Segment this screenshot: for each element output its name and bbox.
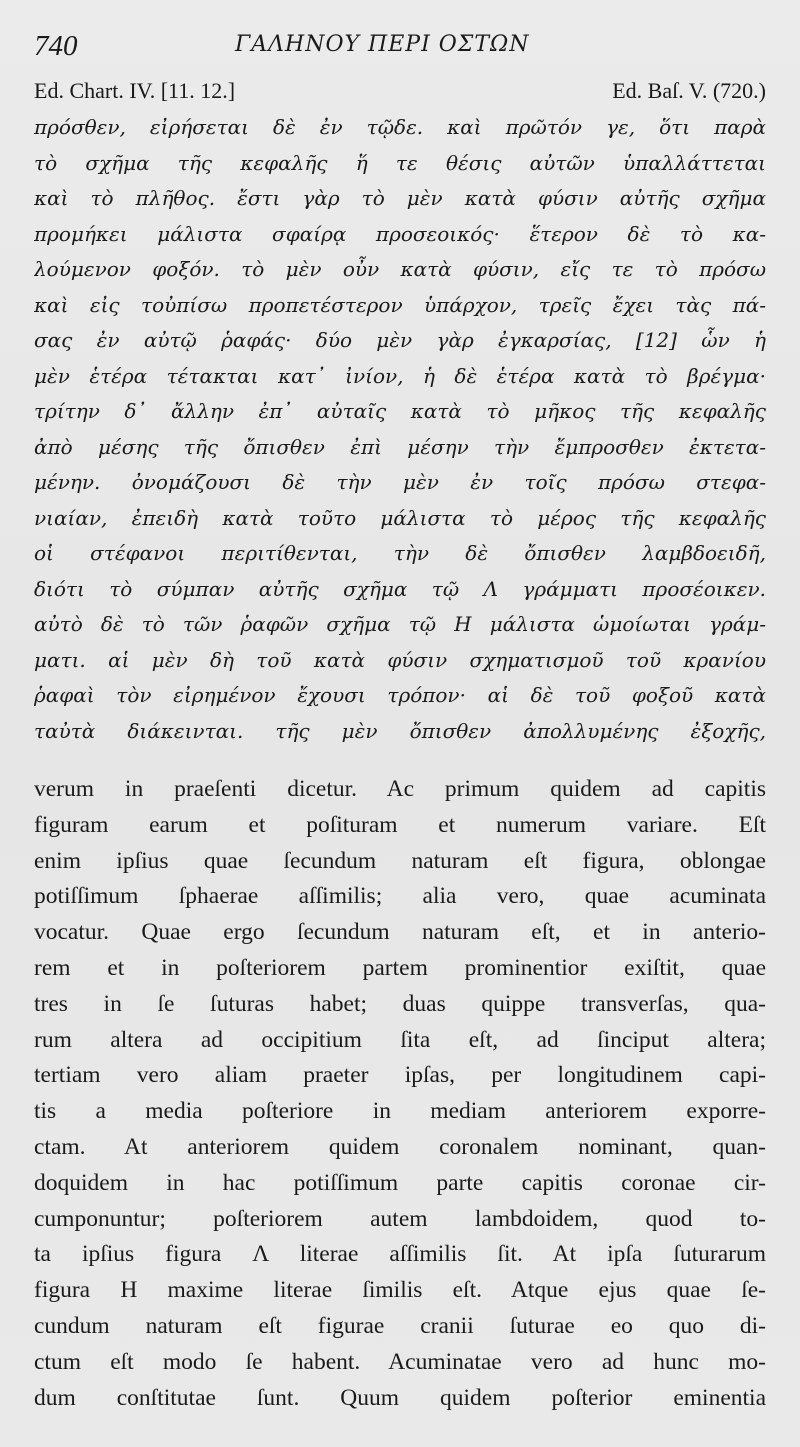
latin-text-block <box>34 772 766 1416</box>
greek-text-line: λούμενον φοξόν. τὸ μὲν οὖν κατὰ φύσιν, εἴς τε τὸ πρόσω <box>34 257 766 281</box>
page-header <box>30 28 770 64</box>
latin-text-line: ctam. At anteriorem quidem coronalem nominant, quan- <box>34 1133 766 1160</box>
latin-text-line: doquidem in hac potiſſimum parte capitis coronae cir- <box>34 1169 766 1196</box>
latin-text-line: cumponuntur; poſteriorem autem lambdoidem, quod to- <box>34 1205 766 1232</box>
latin-text-line: verum in praeſenti dicetur. Ac primum quidem ad capitis <box>34 776 766 802</box>
greek-text-line: τὸ σχῆμα τῆς κεφαλῆς ἥ τε θέσις αὐτῶν ὑπαλλάττεται <box>34 150 766 175</box>
greek-text-line: οἱ στέφανοι περιτίθενται, τὴν δὲ ὄπισθεν λαμβδοειδῆ, <box>34 541 766 565</box>
latin-text-line: rum altera ad occipitium ſita eſt, ad ſinciput altera; <box>34 1026 766 1053</box>
greek-text-line: σας ἐν αὐτῷ ῥαφάς· δύο μὲν γὰρ ἐγκαρσίας, [12] ὧν ἡ <box>34 328 766 352</box>
running-title: ΓΑΛΗΝΟΥ ΠΕΡΙ ΟΣΤΩΝ <box>235 32 530 57</box>
greek-text-line: προμήκει μάλιστα σφαίρᾳ προσεοικός· ἕτερον δὲ τὸ κα- <box>34 221 766 246</box>
greek-text-line: μένην. ὀνομάζουσι δὲ τὴν μὲν ἐν τοῖς πρόσω στεφα- <box>34 470 766 494</box>
greek-text-line: ματι. αἱ μὲν δὴ τοῦ κατὰ φύσιν σχηματισμοῦ τοῦ κρανίου <box>34 647 766 672</box>
page-number: 740 <box>34 30 78 62</box>
latin-text-line: tertiam vero aliam praeter ipſas, per longitudinem capi- <box>34 1062 766 1089</box>
latin-text-line: dum conſtitutae ſunt. Quum quidem poſterior eminentia <box>34 1384 766 1411</box>
latin-text-line: tis a media poſteriore in mediam anteriorem exporre- <box>34 1098 766 1125</box>
latin-text-line: rem et in poſteriorem partem prominentior exiſtit, quae <box>34 954 766 981</box>
greek-text-block <box>34 110 766 749</box>
greek-text-line: ταὐτὰ διάκεινται. τῆς μὲν ὄπισθεν ἀπολλυμένης ἐξοχῆς, <box>34 718 766 743</box>
latin-text-line: cundum naturam eſt figurae cranii ſuturae eo quo di- <box>34 1312 766 1339</box>
greek-text-line: καὶ τὸ πλῆθος. ἔστι γὰρ τὸ μὲν κατὰ φύσιν αὐτῆς σχῆμα <box>34 186 766 210</box>
edition-reference-basel: Ed. Baſ. V. (720.) <box>612 78 766 103</box>
latin-text-line: tres in ſe ſuturas habet; duas quippe transverſas, qua- <box>34 990 766 1017</box>
latin-text-line: figuram earum et poſituram et numerum variare. Eſt <box>34 811 766 838</box>
greek-text-line: νιαίαν, ἐπειδὴ κατὰ τοῦτο μάλιστα τὸ μέρος τῆς κεφαλῆς <box>34 505 766 530</box>
greek-text-line: πρόσθεν, εἰρήσεται δὲ ἐν τῷδε. καὶ πρῶτόν γε, ὅτι παρὰ <box>34 115 766 139</box>
greek-text-line: διότι τὸ σύμπαν αὐτῆς σχῆμα τῷ Λ γράμματι προσέοικεν. <box>34 576 766 601</box>
latin-text-line: figura H maxime literae ſimilis eſt. Atque ejus quae ſe- <box>34 1277 766 1304</box>
edition-references <box>34 78 766 108</box>
latin-text-line: ta ipſius figura Λ literae aſſimilis ſit. At ipſa ſuturarum <box>34 1241 766 1268</box>
latin-text-line: vocatur. Quae ergo ſecundum naturam eſt, et in anterio- <box>34 919 766 946</box>
edition-reference-chartier: Ed. Chart. IV. [11. 12.] <box>34 78 236 103</box>
greek-text-line: αὐτὸ δὲ τὸ τῶν ῥαφῶν σχῆμα τῷ Η μάλιστα ὡμοίωται γράμ- <box>34 612 766 636</box>
latin-text-line: potiſſimum ſphaerae aſſimilis; alia vero, quae acuminata <box>34 883 766 910</box>
greek-text-line: μὲν ἑτέρα τέτακται κατ᾽ ἰνίον, ἡ δὲ ἑτέρα κατὰ τὸ βρέγμα· <box>34 363 766 388</box>
greek-text-line: ῥαφαὶ τὸν εἰρημένον ἔχουσι τρόπον· αἱ δὲ τοῦ φοξοῦ κατὰ <box>34 683 766 707</box>
latin-text-line: ctum eſt modo ſe habent. Acuminatae vero ad hunc mo- <box>34 1348 766 1375</box>
greek-text-line: ἀπὸ μέσης τῆς ὄπισθεν ἐπὶ μέσην τὴν ἔμπροσθεν ἐκτετα- <box>34 434 766 459</box>
greek-text-line: καὶ εἰς τοὐπίσω προπετέστερον ὑπάρχον, τρεῖς ἔχει τὰς πά- <box>34 292 766 317</box>
latin-text-line: enim ipſius quae ſecundum naturam eſt figura, oblongae <box>34 847 766 874</box>
greek-text-line: τρίτην δ᾽ ἄλλην ἐπ᾽ αὐταῖς κατὰ τὸ μῆκος τῆς κεφαλῆς <box>34 399 766 423</box>
